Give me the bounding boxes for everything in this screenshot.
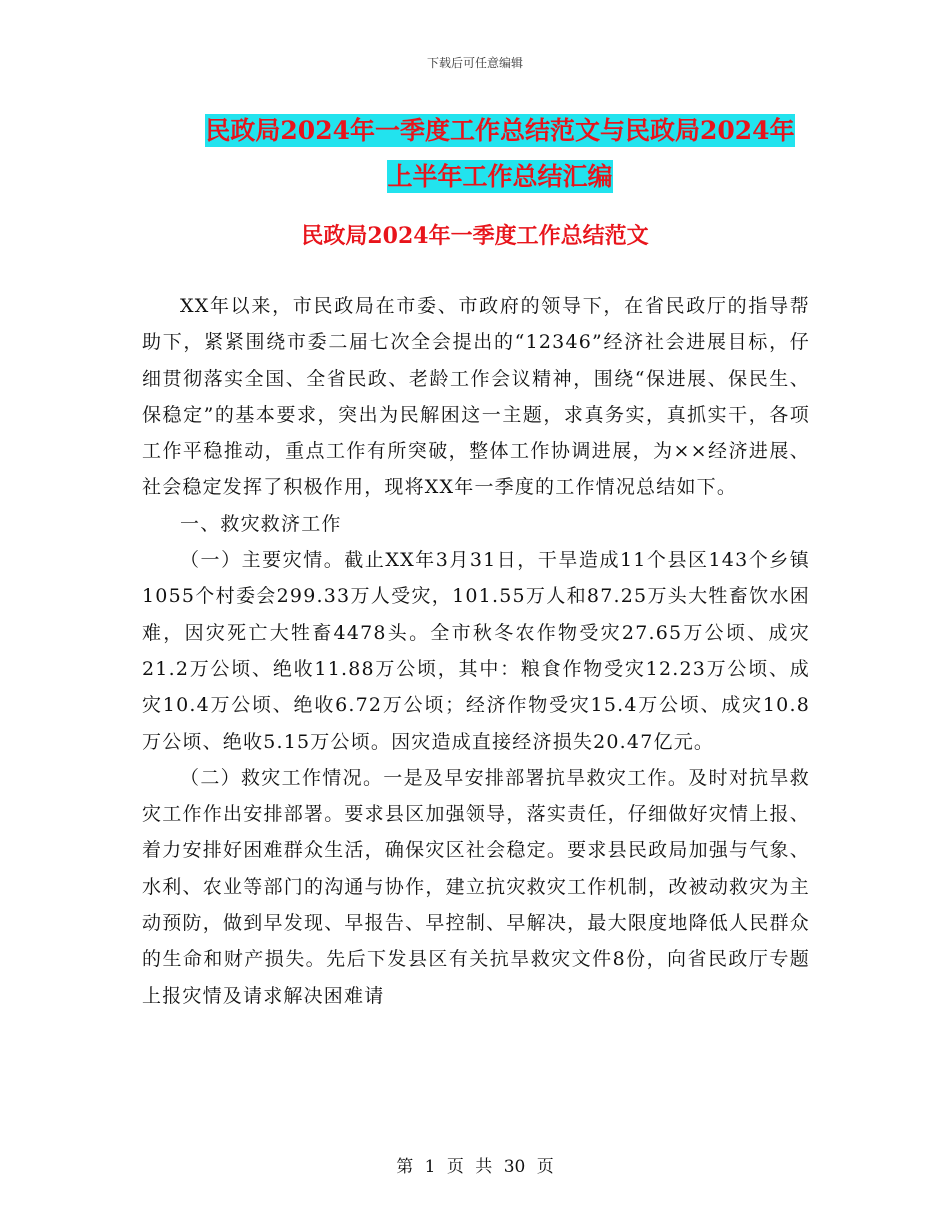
paragraph-intro: XX年以来，市民政局在市委、市政府的领导下，在省民政厅的指导帮助下，紧紧围绕市委二届七次全会提出的“12346”经济社会进展目标，仔细贯彻落实全国、全省民政、老龄工作会议精神，围绕“保进展、保民生、保稳定”的基本要求，突出为民解困这一主题，求真务实，真抓实干，各项工作平稳推动，重点工作有所突破，整体工作协调进展，为××经济进展、社会稳定发挥了积极作用，现将XX年一季度的工作情况总结如下。 [142,295,810,499]
page-number: 第 1 页 共 30 页 [396,1157,554,1177]
document-title [140,108,860,200]
header-note: 下载后可任意编辑 [426,56,523,70]
section-title: 民政局2024年一季度工作总结范文 [301,223,649,249]
paragraph-main-disaster: （一）主要灾情。截止XX年3月31日，干旱造成11个县区143个乡镇1055个村委会299.33万人受灾，101.55万人和87.25万头大牲畜饮水困难，因灾死亡大牲畜4478头。全市秋冬农作物受灾27.65万公顷、成灾21.2万公顷、绝收11.88万公顷，其中：粮食作物受灾12.23万公顷、成灾10.4万公顷、绝收6.72万公顷；经济作物受灾15.4万公顷、成灾10.8万公顷、绝收5.15万公顷。因灾造成直接经济损失20.47亿元。 [142,549,810,753]
document-title-line-1: 民政局2024年一季度工作总结范文与民政局2024年 [205,116,795,145]
document-title-line-2: 上半年工作总结汇编 [387,162,613,191]
heading-disaster-relief: 一、救灾救济工作 [180,512,342,535]
body-text [142,288,810,1014]
paragraph-relief-work: （二）救灾工作情况。一是及早安排部署抗旱救灾工作。及时对抗旱救灾工作作出安排部署。要求县区加强领导，落实责任，仔细做好灾情上报、着力安排好困难群众生活，确保灾区社会稳定。要求县民政局加强与气象、水利、农业等部门的沟通与协作，建立抗灾救灾工作机制，改被动救灾为主动预防，做到早发现、早报告、早控制、早解决，最大限度地降低人民群众的生命和财产损失。先后下发县区有关抗旱救灾文件8份，向省民政厅专题上报灾情及请求解决困难请 [142,766,810,1007]
